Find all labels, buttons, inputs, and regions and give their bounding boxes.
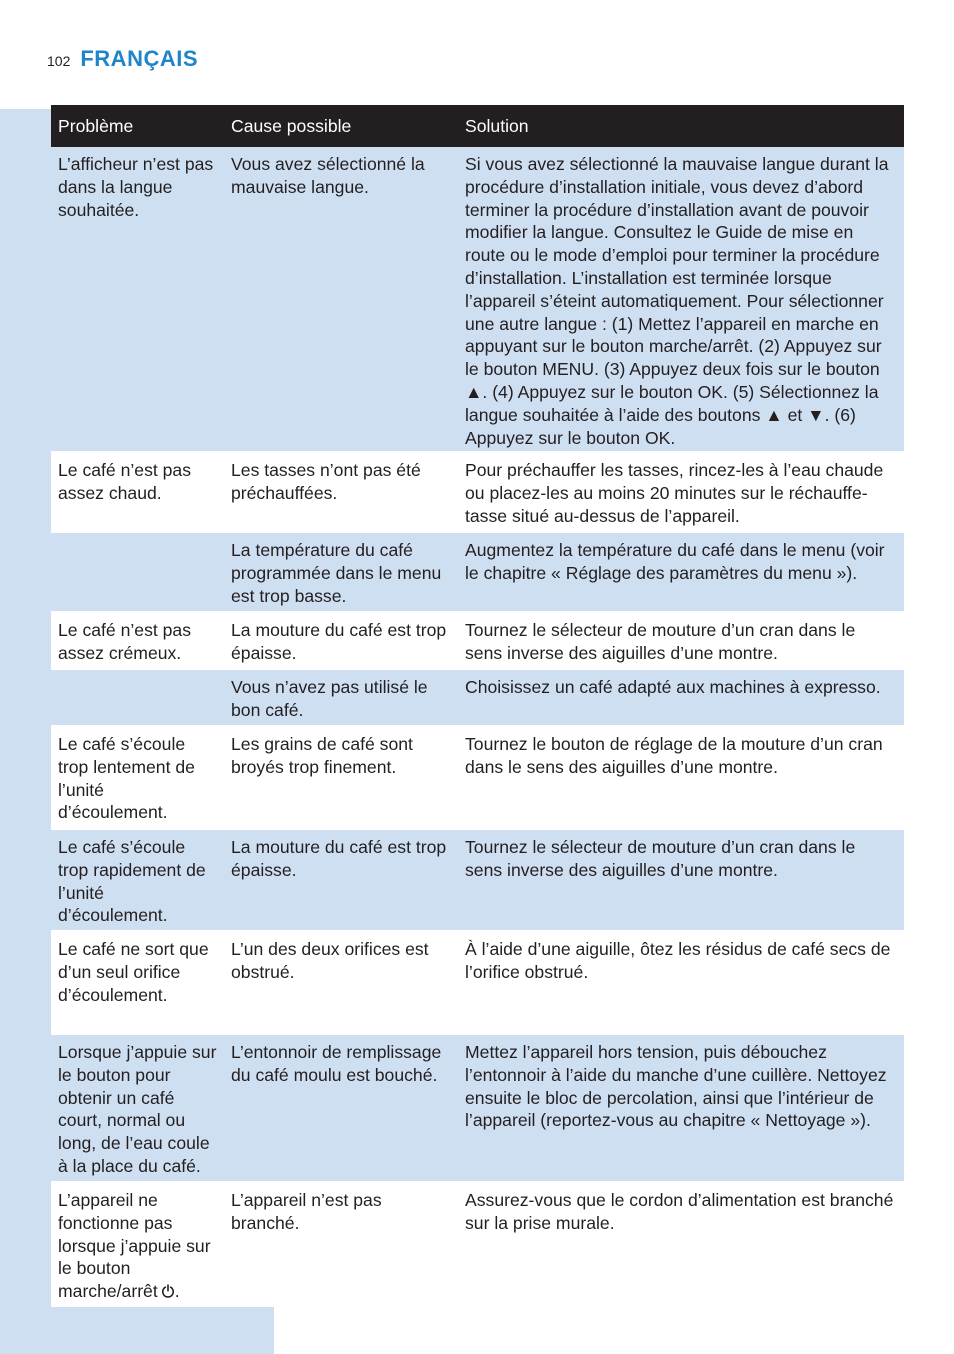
- cause-cell: La mouture du café est trop épaisse.: [231, 837, 447, 880]
- problem-text: L’appareil ne fonctionne pas lorsque j’appuie sur le bouton marche/arrêt: [58, 1190, 211, 1302]
- cause-cell: Vous n’avez pas utilisé le bon café.: [231, 677, 428, 720]
- table-row: [51, 670, 904, 727]
- problem-cell: [51, 676, 224, 722]
- solution-cell: Mettez l’appareil hors tension, puis débouchez l’entonnoir à l’aide du manche d’une cuillère. Nettoyez ensuite le bloc de percolation, ainsi que l’intérieur de l’appareil (reportez-vous au chapitre « Nettoyage »).: [465, 1042, 887, 1131]
- solution-cell: Augmentez la température du café dans le menu (voir le chapitre « Réglage des paramètres du menu »).: [465, 540, 885, 583]
- header-solution: Solution: [465, 115, 529, 136]
- table-row: [51, 830, 904, 932]
- table-row: [51, 932, 904, 1035]
- problem-cell: Le café s’écoule trop lentement de l’unité d’écoulement.: [58, 734, 195, 823]
- cause-cell: Les tasses n’ont pas été préchauffées.: [231, 460, 421, 503]
- page-number: 102: [47, 53, 71, 69]
- power-icon: [161, 1284, 175, 1298]
- problem-suffix: .: [174, 1281, 180, 1302]
- cause-cell: L’un des deux orifices est obstrué.: [231, 939, 429, 982]
- cause-cell: L’appareil n’est pas branché.: [231, 1190, 382, 1233]
- table-row: [51, 453, 904, 533]
- page-header: [47, 46, 198, 72]
- cause-cell: Vous avez sélectionné la mauvaise langue.: [231, 154, 425, 197]
- problem-cell: [51, 539, 224, 607]
- problem-cell: Le café s’écoule trop rapidement de l’unité d’écoulement.: [58, 837, 206, 926]
- problem-cell: Le café ne sort que d’un seul orifice d’écoulement.: [58, 939, 209, 1005]
- solution-cell: Tournez le sélecteur de mouture d’un cran dans le sens inverse des aiguilles d’une montre.: [465, 837, 856, 880]
- cause-cell: La mouture du café est trop épaisse.: [231, 620, 447, 663]
- header-problem: Problème: [58, 115, 134, 136]
- cause-cell: Les grains de café sont broyés trop finement.: [231, 734, 413, 777]
- header-cause: Cause possible: [231, 115, 352, 136]
- solution-cell: À l’aide d’une aiguille, ôtez les résidus de café secs de l’orifice obstrué.: [465, 939, 891, 982]
- table-header-row: [51, 105, 904, 147]
- section-title: FRANÇAIS: [80, 46, 199, 71]
- problem-cell: L’afficheur n’est pas dans la langue souhaitée.: [58, 154, 214, 220]
- table-row: [51, 727, 904, 830]
- problem-cell: Le café n’est pas assez chaud.: [58, 460, 192, 503]
- solution-cell: Tournez le sélecteur de mouture d’un cran dans le sens inverse des aiguilles d’une montre.: [465, 620, 856, 663]
- cause-cell: L’entonnoir de remplissage du café moulu est bouché.: [231, 1042, 442, 1085]
- table-row: [51, 533, 904, 613]
- cause-cell: La température du café programmée dans le menu est trop basse.: [231, 540, 442, 606]
- troubleshooting-table: [51, 105, 904, 1307]
- table-row: [51, 1183, 904, 1307]
- table-row: [51, 1035, 904, 1183]
- table-row: [51, 147, 904, 453]
- solution-cell: Assurez-vous que le cordon d’alimentation est branché sur la prise murale.: [465, 1190, 894, 1233]
- solution-cell: Pour préchauffer les tasses, rincez-les à l’eau chaude ou placez-les au moins 20 minutes sur le réchauffe-tasse situé au-dessus de l’appareil.: [465, 460, 884, 526]
- solution-cell: Si vous avez sélectionné la mauvaise langue durant la procédure d’installation initiale, vous devez d’abord terminer la procédure d’installation avant de pouvoir modifier la langue. Consultez le Guide de mise en route ou le mode d’emploi pour terminer la procédure d’installation. L’installation est terminée lorsque l’appareil s’éteint automatiquement. Pour sélectionner une autre langue : (1) Mettez l’appareil en marche en appuyant sur le bouton marche/arrêt. (2) Appuyez sur le bouton MENU. (3) Appuyez deux fois sur le bouton ▲. (4) Appuyez sur le bouton OK. (5) Sélectionnez la langue souhaitée à l’aide des boutons ▲ et ▼. (6) Appuyez sur le bouton OK.: [465, 154, 889, 448]
- solution-cell: Choisissez un café adapté aux machines à expresso.: [465, 677, 881, 697]
- problem-cell: Le café n’est pas assez crémeux.: [58, 620, 192, 663]
- problem-cell: Lorsque j’appuie sur le bouton pour obtenir un café court, normal ou long, de l’eau coule à la place du café.: [58, 1042, 217, 1176]
- problem-cell: [51, 1189, 224, 1303]
- table-row: [51, 613, 904, 670]
- solution-cell: Tournez le bouton de réglage de la mouture d’un cran dans le sens des aiguilles d’une montre.: [465, 734, 883, 777]
